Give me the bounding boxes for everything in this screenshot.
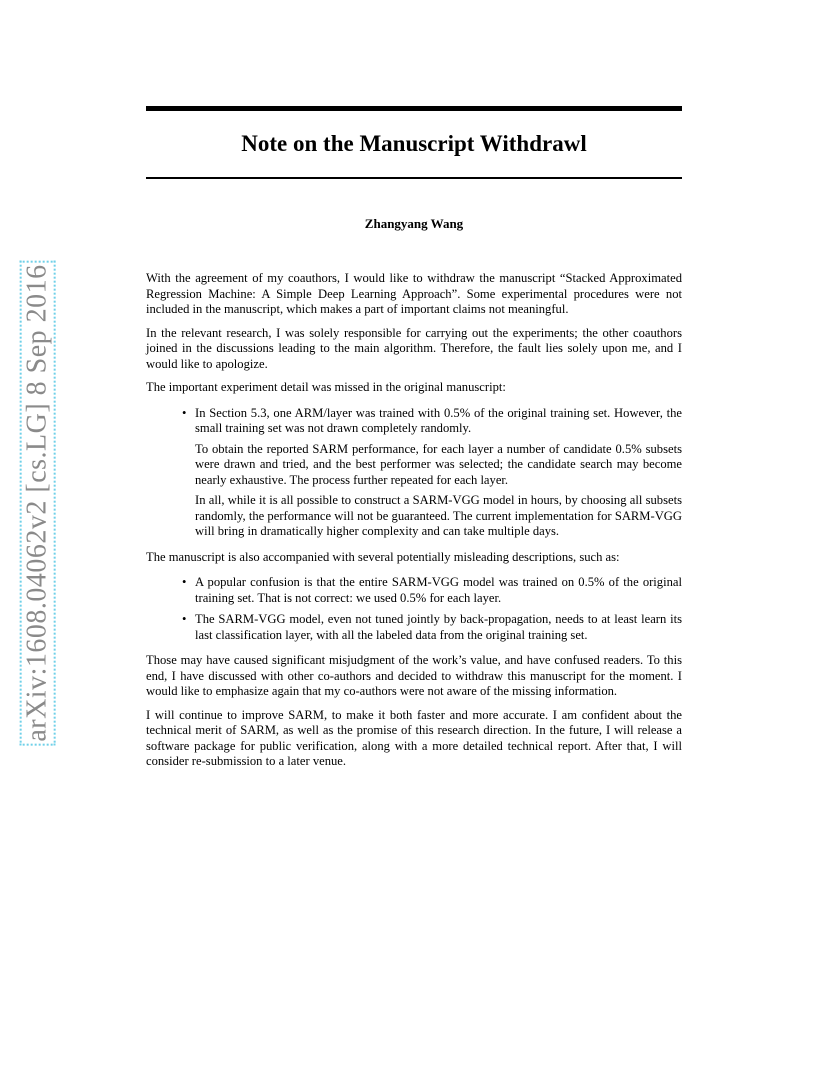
paragraph: I will continue to improve SARM, to make it both faster and more accurate. I am confident about the technical merit of SARM, as well as the promise of this research direction. In the future, I will release a software package for public verification, along with a more detailed technical report. After that, I will consider re-submission to a later venue. bbox=[146, 707, 682, 768]
list-item bbox=[182, 575, 682, 606]
arxiv-identifier: arXiv:1608.04062v2 [cs.LG] 8 Sep 2016 bbox=[22, 263, 54, 742]
list-item-paragraph: In Section 5.3, one ARM/layer was trained with 0.5% of the original training set. However, the small training set was not drawn completely randomly. bbox=[195, 405, 682, 435]
paragraph: In the relevant research, I was solely responsible for carrying out the experiments; the other coauthors joined in the discussions leading to the main algorithm. Therefore, the fault lies solely upon me, and I would like to apologize. bbox=[146, 325, 682, 371]
paper-body bbox=[146, 271, 682, 778]
list-item-paragraph: To obtain the reported SARM performance, for each layer a number of candidate 0.5% subsets were drawn and tried, and the best performer was selected; the candidate search may become nearly exhaustive. The process further repeated for each layer. bbox=[195, 441, 682, 487]
title-rule-top bbox=[146, 106, 682, 111]
paragraph: Those may have caused significant misjudgment of the work’s value, and have confused readers. To this end, I have discussed with other co-authors and decided to withdraw this manuscript for the moment. I would like to emphasize again that my co-authors were not aware of the missing information. bbox=[146, 653, 682, 698]
list-item-paragraph: In all, while it is all possible to construct a SARM-VGG model in hours, by choosing all subsets randomly, the performance will not be guaranteed. The current implementation for SARM-VGG will bring in dramatically higher complexity and can take multiple days. bbox=[195, 493, 682, 538]
paragraph: With the agreement of my coauthors, I would like to withdraw the manuscript “Stacked Approximated Regression Machine: A Simple Deep Learning Approach”. Some experimental procedures were not included in the manuscript, which makes a part of important claims not meaningful. bbox=[146, 271, 682, 316]
paragraph: The important experiment detail was missed in the original manuscript: bbox=[146, 380, 506, 394]
misleading-descriptions-list bbox=[146, 575, 682, 643]
bullet-icon: • bbox=[182, 612, 187, 626]
author-name: Zhangyang Wang bbox=[364, 216, 464, 231]
list-item-paragraph: A popular confusion is that the entire SARM-VGG model was trained on 0.5% of the original training set. That is not correct: we used 0.5% for each layer. bbox=[195, 575, 682, 605]
list-item-paragraph: The SARM-VGG model, even not tuned jointly by back-propagation, needs to at least learn its last classification layer, with all the labeled data from the original training set. bbox=[195, 612, 682, 642]
arxiv-stamp bbox=[18, 265, 58, 740]
list-item bbox=[182, 612, 682, 643]
list-item bbox=[182, 405, 682, 540]
paragraph: The manuscript is also accompanied with several potentially misleading descriptions, such as: bbox=[146, 549, 620, 564]
bullet-icon: • bbox=[182, 405, 187, 420]
title-rule-bottom bbox=[146, 177, 682, 179]
paper-title: Note on the Manuscript Withdrawl bbox=[241, 131, 587, 156]
experiment-detail-list bbox=[146, 406, 682, 540]
bullet-icon: • bbox=[182, 575, 187, 589]
